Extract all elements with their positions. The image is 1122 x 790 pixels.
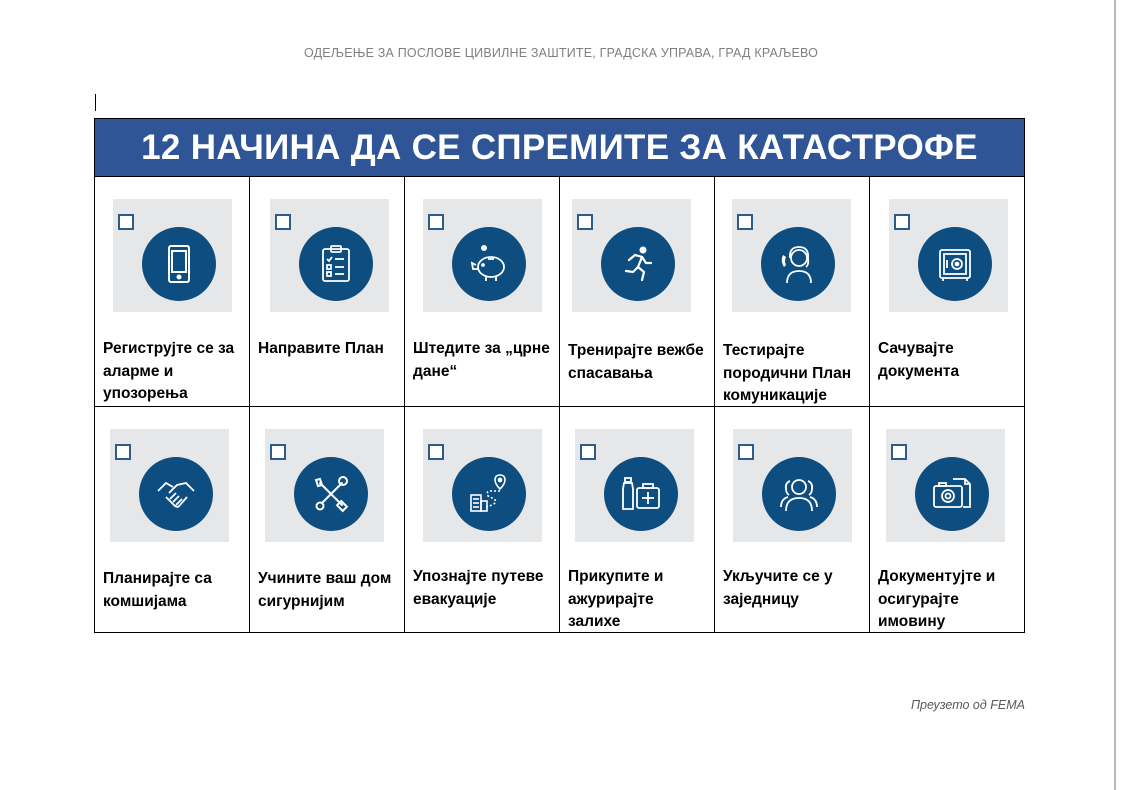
item-cell-alerts <box>95 177 250 406</box>
item-cell-neighbors <box>95 407 250 632</box>
item-cell-communication <box>715 177 870 406</box>
item-checkbox[interactable] <box>115 444 131 460</box>
item-cell-savings <box>405 177 560 406</box>
icon-panel <box>733 429 852 542</box>
icon-panel <box>575 429 694 542</box>
item-cell-community <box>715 407 870 632</box>
item-cell-evacuation <box>405 407 560 632</box>
icon-panel <box>889 199 1008 312</box>
item-label: Региструјте се за аларме и упозорења <box>103 340 235 402</box>
text-cursor <box>95 94 96 111</box>
item-checkbox[interactable] <box>428 214 444 230</box>
item-label: Прикупите и ажурирајте залихе <box>568 568 664 630</box>
item-label: Упознајте путеве евакуације <box>413 568 544 608</box>
item-cell-supplies <box>560 407 715 632</box>
icon-panel <box>732 199 851 312</box>
item-cell-insurance <box>870 407 1024 632</box>
item-cell-plan <box>250 177 405 406</box>
item-label: Штедите за „црне дане“ <box>413 340 550 380</box>
icon-panel <box>113 199 232 312</box>
supplies-kit-icon <box>604 457 678 531</box>
icon-panel <box>423 429 542 542</box>
item-checkbox[interactable] <box>580 444 596 460</box>
item-checkbox[interactable] <box>118 214 134 230</box>
clipboard-checklist-icon <box>299 227 373 301</box>
camera-document-icon <box>915 457 989 531</box>
item-checkbox[interactable] <box>428 444 444 460</box>
piggy-bank-icon <box>452 227 526 301</box>
phone-operator-icon <box>761 227 835 301</box>
icon-panel <box>110 429 229 542</box>
handshake-icon <box>139 457 213 531</box>
item-cell-drills <box>560 177 715 406</box>
item-label: Учините ваш дом сигурнијим <box>258 570 392 610</box>
item-checkbox[interactable] <box>891 444 907 460</box>
item-checkbox[interactable] <box>275 214 291 230</box>
item-cell-home <box>250 407 405 632</box>
item-label: Тренирајте вежбе спасавања <box>568 342 704 382</box>
department-header: ОДЕЉЕЊЕ ЗА ПОСЛОВЕ ЦИВИЛНЕ ЗАШТИТЕ, ГРАДСКА УПРАВА, ГРАД КРАЉЕВО <box>303 46 819 60</box>
icon-panel <box>265 429 384 542</box>
icon-panel <box>270 199 389 312</box>
running-person-icon <box>601 227 675 301</box>
item-checkbox[interactable] <box>270 444 286 460</box>
icon-panel <box>423 199 542 312</box>
item-checkbox[interactable] <box>738 444 754 460</box>
item-label: Укључите се у заједницу <box>723 568 833 608</box>
source-credit: Преузето од FEMA <box>910 698 1025 712</box>
icon-panel <box>886 429 1005 542</box>
evacuation-route-icon <box>452 457 526 531</box>
item-cell-documents <box>870 177 1024 406</box>
preparedness-table <box>94 118 1025 633</box>
tools-icon <box>294 457 368 531</box>
item-label: Документујте и осигурајте имовину <box>878 568 996 630</box>
item-label: Планирајте са комшијама <box>103 570 212 610</box>
item-label: Тестирајте породични План комуникације <box>723 342 852 404</box>
table-row <box>95 177 1024 407</box>
table-row <box>95 407 1024 632</box>
item-checkbox[interactable] <box>577 214 593 230</box>
item-checkbox[interactable] <box>894 214 910 230</box>
item-label: Сачувајте документа <box>878 340 960 380</box>
page-edge <box>1114 0 1116 790</box>
safe-icon <box>918 227 992 301</box>
item-checkbox[interactable] <box>737 214 753 230</box>
phone-icon <box>142 227 216 301</box>
table-title: 12 НАЧИНА ДА СЕ СПРЕМИТЕ ЗА КАТАСТРОФЕ <box>95 119 1024 177</box>
item-label: Направите План <box>258 340 384 357</box>
community-group-icon <box>762 457 836 531</box>
icon-panel <box>572 199 691 312</box>
